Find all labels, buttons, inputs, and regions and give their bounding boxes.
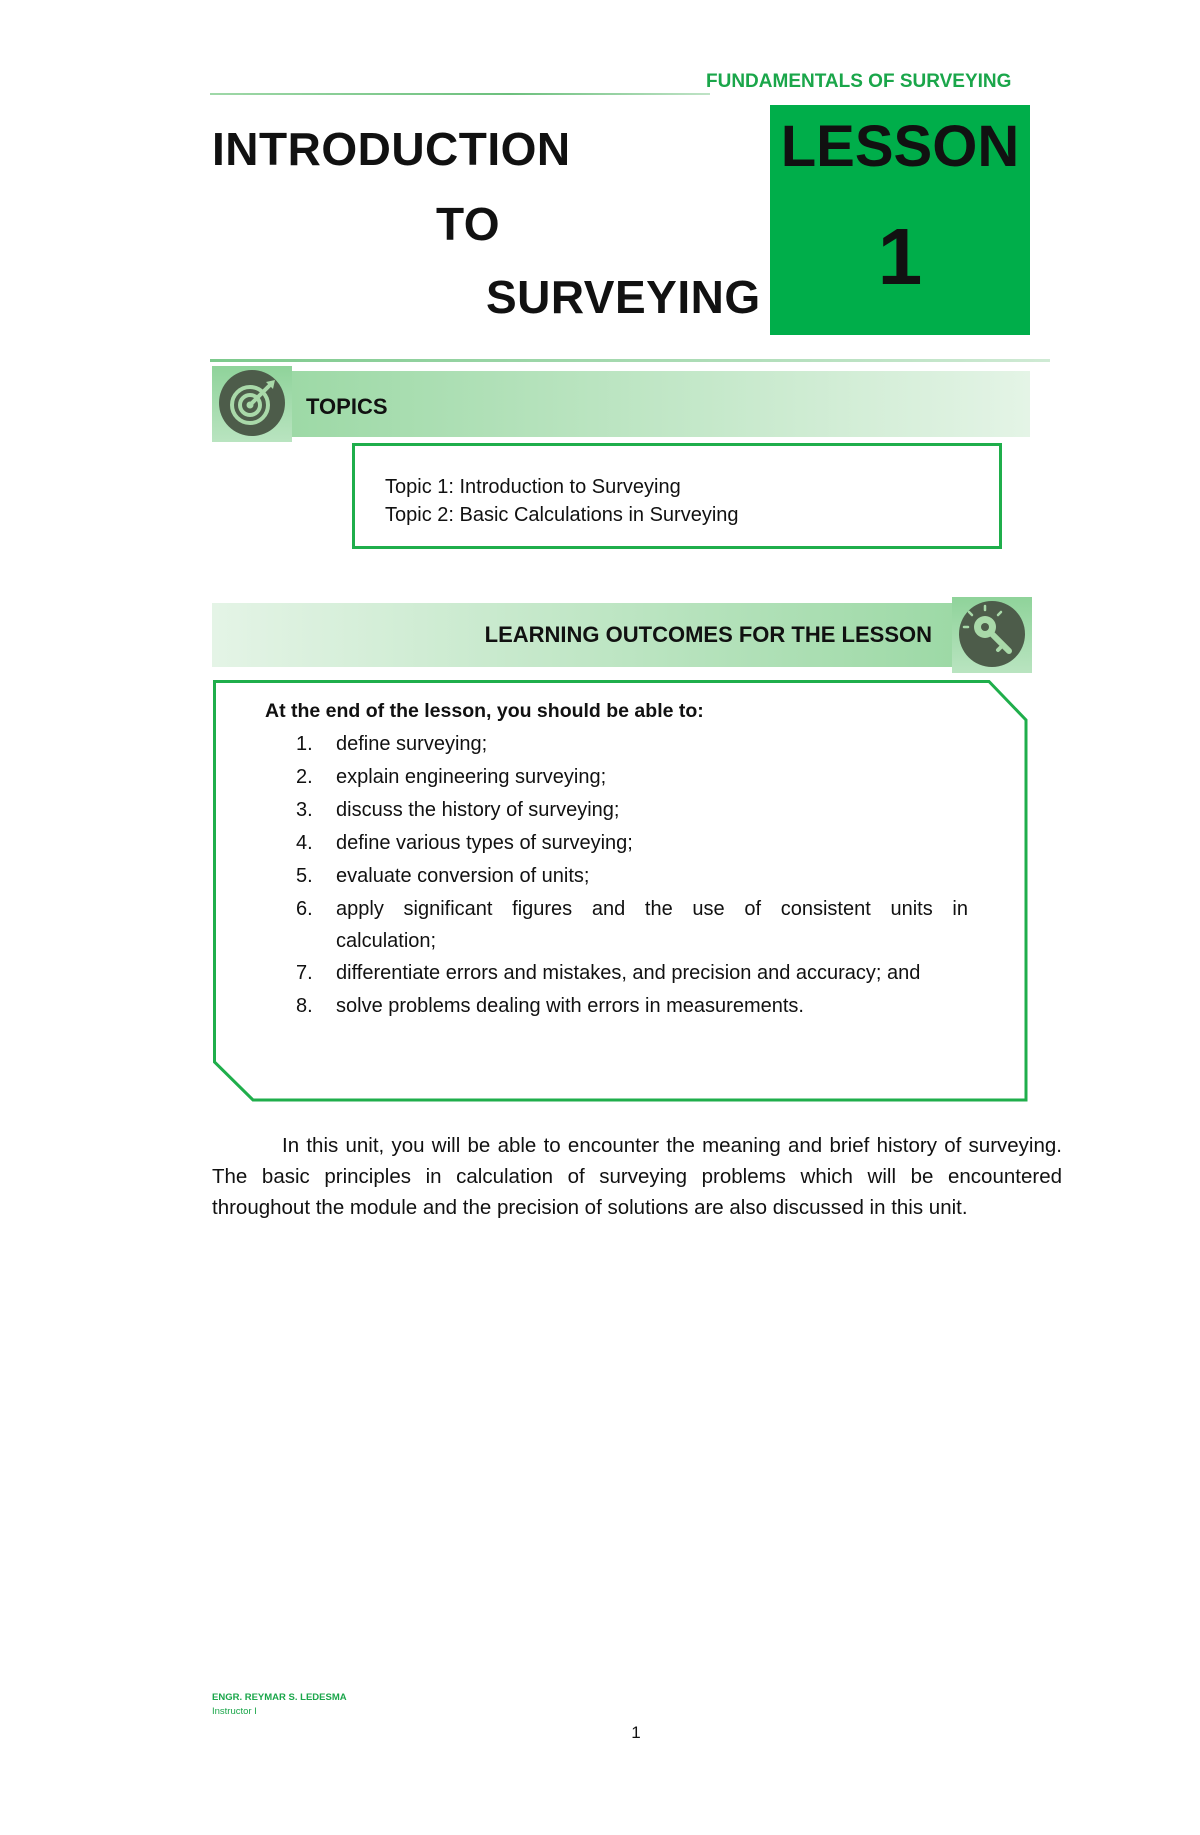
list-item <box>296 957 968 990</box>
list-item-text: differentiate errors and mistakes, and precision and accuracy; and <box>336 962 921 984</box>
list-item-text: apply significant figures and the use of consistent units in <box>336 898 968 920</box>
page-number: 1 <box>631 1723 641 1742</box>
lesson-badge <box>770 105 1030 335</box>
target-icon <box>219 370 285 436</box>
list-item-text-wrapper <box>336 893 968 957</box>
list-item-text: define various types of surveying; <box>336 832 633 854</box>
list-item-text: solve problems dealing with errors in measurements. <box>336 995 804 1017</box>
list-item-text: discuss the history of surveying; <box>336 799 620 821</box>
header-divider <box>210 93 710 95</box>
list-item <box>296 860 968 893</box>
list-item-text-continuation: calculation; <box>336 930 437 952</box>
list-item <box>296 990 968 1023</box>
list-item-number: 4. <box>296 832 313 854</box>
list-item-number: 2. <box>296 766 313 788</box>
key-lightbulb-icon <box>959 601 1025 667</box>
lesson-title-line-3: SURVEYING <box>486 271 761 323</box>
list-item-text: define surveying; <box>336 733 488 755</box>
list-item <box>296 827 968 860</box>
lesson-badge-word: LESSON <box>780 114 1020 179</box>
footer-role: Instructor I <box>212 1706 257 1717</box>
outcomes-heading: LEARNING OUTCOMES FOR THE LESSON <box>484 622 932 647</box>
outcomes-intro: At the end of the lesson, you should be able to: <box>265 700 704 722</box>
list-item-number: 3. <box>296 799 313 821</box>
list-item-number: 8. <box>296 995 313 1017</box>
outcomes-list <box>296 728 968 1023</box>
topic-item: Topic 2: Basic Calculations in Surveying <box>385 504 739 526</box>
lesson-title-line-2: TO <box>436 198 501 250</box>
topics-box <box>352 443 1002 549</box>
unit-introduction-paragraph: In this unit, you will be able to encounter the meaning and brief history of surveying. The basic principles in calculation of surveying problems which will be encountered throughout the module and the precision of solutions are also discussed in this unit. <box>212 1134 1062 1219</box>
list-item <box>296 761 968 794</box>
lesson-title-line-1: INTRODUCTION <box>212 123 571 175</box>
list-item <box>296 893 968 957</box>
list-item-number: 1. <box>296 733 313 755</box>
title-divider <box>210 359 1050 362</box>
list-item <box>296 794 968 827</box>
topics-heading: TOPICS <box>306 394 388 419</box>
list-item-number: 5. <box>296 865 313 887</box>
list-item-number: 6. <box>296 898 313 920</box>
footer-author: ENGR. REYMAR S. LEDESMA <box>212 1692 347 1703</box>
lesson-badge-number: 1 <box>877 212 923 301</box>
topics-banner <box>292 371 1030 437</box>
list-item-text: evaluate conversion of units; <box>336 865 590 887</box>
list-item-text: explain engineering surveying; <box>336 766 607 788</box>
course-title: FUNDAMENTALS OF SURVEYING <box>706 71 1012 92</box>
topic-item: Topic 1: Introduction to Surveying <box>385 476 681 498</box>
list-item-number: 7. <box>296 962 313 984</box>
list-item <box>296 728 968 761</box>
